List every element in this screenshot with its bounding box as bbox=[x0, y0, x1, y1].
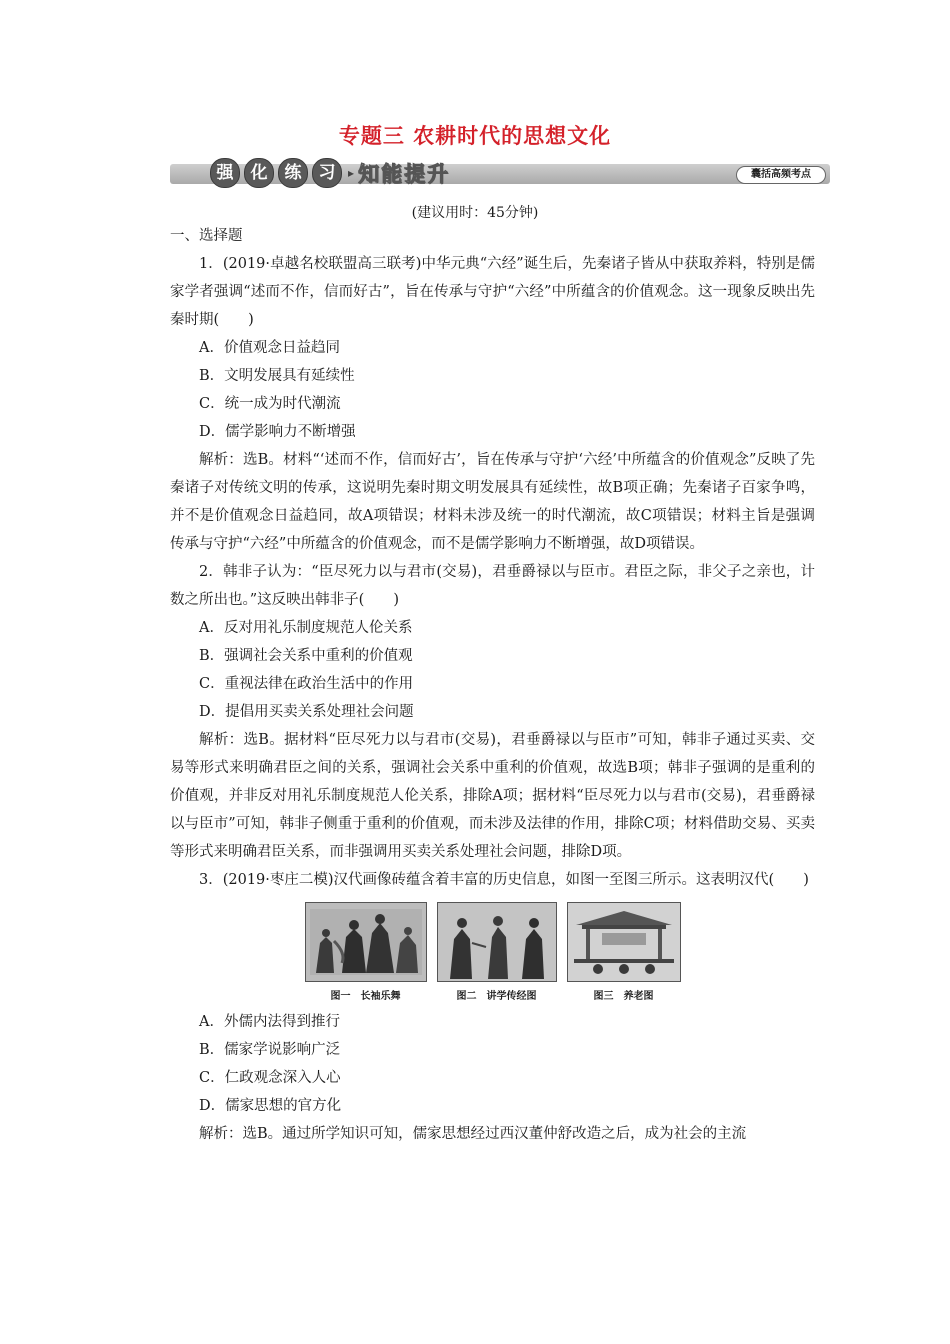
question-2-analysis: 解析：选B。据材料“臣尽死力以与君市(交易)，君垂爵禄以与臣市”可知，韩非子通过买卖、交易等形式来明确君臣之间的关系，强调社会关系中重利的价值观，故选B项；韩非子强调的是重利的价值观，并非反对用礼乐制度规范人伦关系，排除A项；据材料“臣尽死力以与君市(交易)，君垂爵禄以与臣市”可知，韩非子侧重于重利的价值观，而未涉及法律的作用，排除C项；材料借助交易、买卖等形式来明确君臣关系，而非强调用买卖关系处理社会问题，排除D项。 bbox=[170, 732, 815, 860]
question-1-option: C．统一成为时代潮流 bbox=[199, 396, 341, 412]
question-3-analysis: 解析：选B。通过所学知识可知，儒家思想经过西汉董仲舒改造之后，成为社会的主流 bbox=[199, 1126, 747, 1142]
section-heading: 一、选择题 bbox=[170, 228, 243, 244]
question-3-stem: 3．(2019·枣庄二模)汉代画像砖蕴含着丰富的历史信息，如图一至图三所示。这表明汉代( ) bbox=[199, 872, 809, 888]
figure-2-caption: 图二 讲学传经图 bbox=[456, 991, 537, 1002]
banner-subtitle: 知能提升 bbox=[358, 162, 451, 186]
figure-1 bbox=[305, 902, 427, 1004]
question-2-option: B．强调社会关系中重利的价值观 bbox=[199, 648, 413, 664]
question-3-option: B．儒家学说影响广泛 bbox=[199, 1042, 341, 1058]
figure-3-image bbox=[567, 902, 681, 982]
question-2-option: C．重视法律在政治生活中的作用 bbox=[199, 676, 414, 692]
section-banner bbox=[170, 158, 830, 188]
question-2-stem: 2．韩非子认为：“臣尽死力以与君市(交易)，君垂爵禄以与臣市。君臣之际，非父子之亲也，计数之所出也。”这反映出韩非子( ) bbox=[170, 564, 815, 608]
question-1-stem: 1．(2019·卓越名校联盟高三联考)中华元典“六经”诞生后，先秦诸子皆从中获取养料，特别是儒家学者强调“述而不作，信而好古”，旨在传承与守护“六经”中所蕴含的价值观念。这一现象反映出先秦时期( ) bbox=[170, 256, 815, 328]
question-2-option: D．提倡用买卖关系处理社会问题 bbox=[199, 704, 414, 720]
question-content bbox=[170, 222, 815, 1148]
question-1-analysis: 解析：选B。材料“‘述而不作，信而好古’，旨在传承与守护‘六经’中所蕴含的价值观念”反映了先秦诸子对传统文明的传承，这说明先秦时期文明发展具有延续性，故B项正确；先秦诸子百家争鸣，并不是价值观念日益趋同，故A项错误；材料未涉及统一的时代潮流，故C项错误；材料主旨是强调传承与守护“六经”中所蕴含的价值观念，而不是儒学影响力不断增强，故D项错误。 bbox=[170, 452, 815, 552]
badge-row bbox=[210, 158, 450, 188]
time-note: (建议用时：45分钟) bbox=[411, 205, 539, 221]
figure-3 bbox=[567, 902, 681, 1004]
banner-tag: 囊括高频考点 bbox=[736, 166, 826, 184]
figure-3-caption: 图三 养老图 bbox=[593, 991, 654, 1002]
question-1-option: A．价值观念日益趋同 bbox=[199, 340, 340, 356]
page-title: 专题三 农耕时代的思想文化 bbox=[338, 124, 612, 148]
arrow-right-icon: ▸ bbox=[348, 166, 355, 180]
question-3-option: C．仁政观念深入人心 bbox=[199, 1070, 341, 1086]
question-1-option: D．儒学影响力不断增强 bbox=[199, 424, 356, 440]
figure-1-image bbox=[305, 902, 427, 982]
badge-char: 强 bbox=[210, 158, 240, 188]
badge-char: 练 bbox=[278, 158, 308, 188]
question-1-option: B．文明发展具有延续性 bbox=[199, 368, 355, 384]
badge-char: 习 bbox=[312, 158, 342, 188]
question-3-option: D．儒家思想的官方化 bbox=[199, 1098, 342, 1114]
question-3-option: A．外儒内法得到推行 bbox=[199, 1014, 340, 1030]
badge-char: 化 bbox=[244, 158, 274, 188]
figure-2-image bbox=[437, 902, 557, 982]
figure-row bbox=[170, 902, 815, 1004]
figure-1-caption: 图一 长袖乐舞 bbox=[330, 991, 401, 1002]
figure-2 bbox=[437, 902, 557, 1004]
question-2-option: A．反对用礼乐制度规范人伦关系 bbox=[199, 620, 413, 636]
